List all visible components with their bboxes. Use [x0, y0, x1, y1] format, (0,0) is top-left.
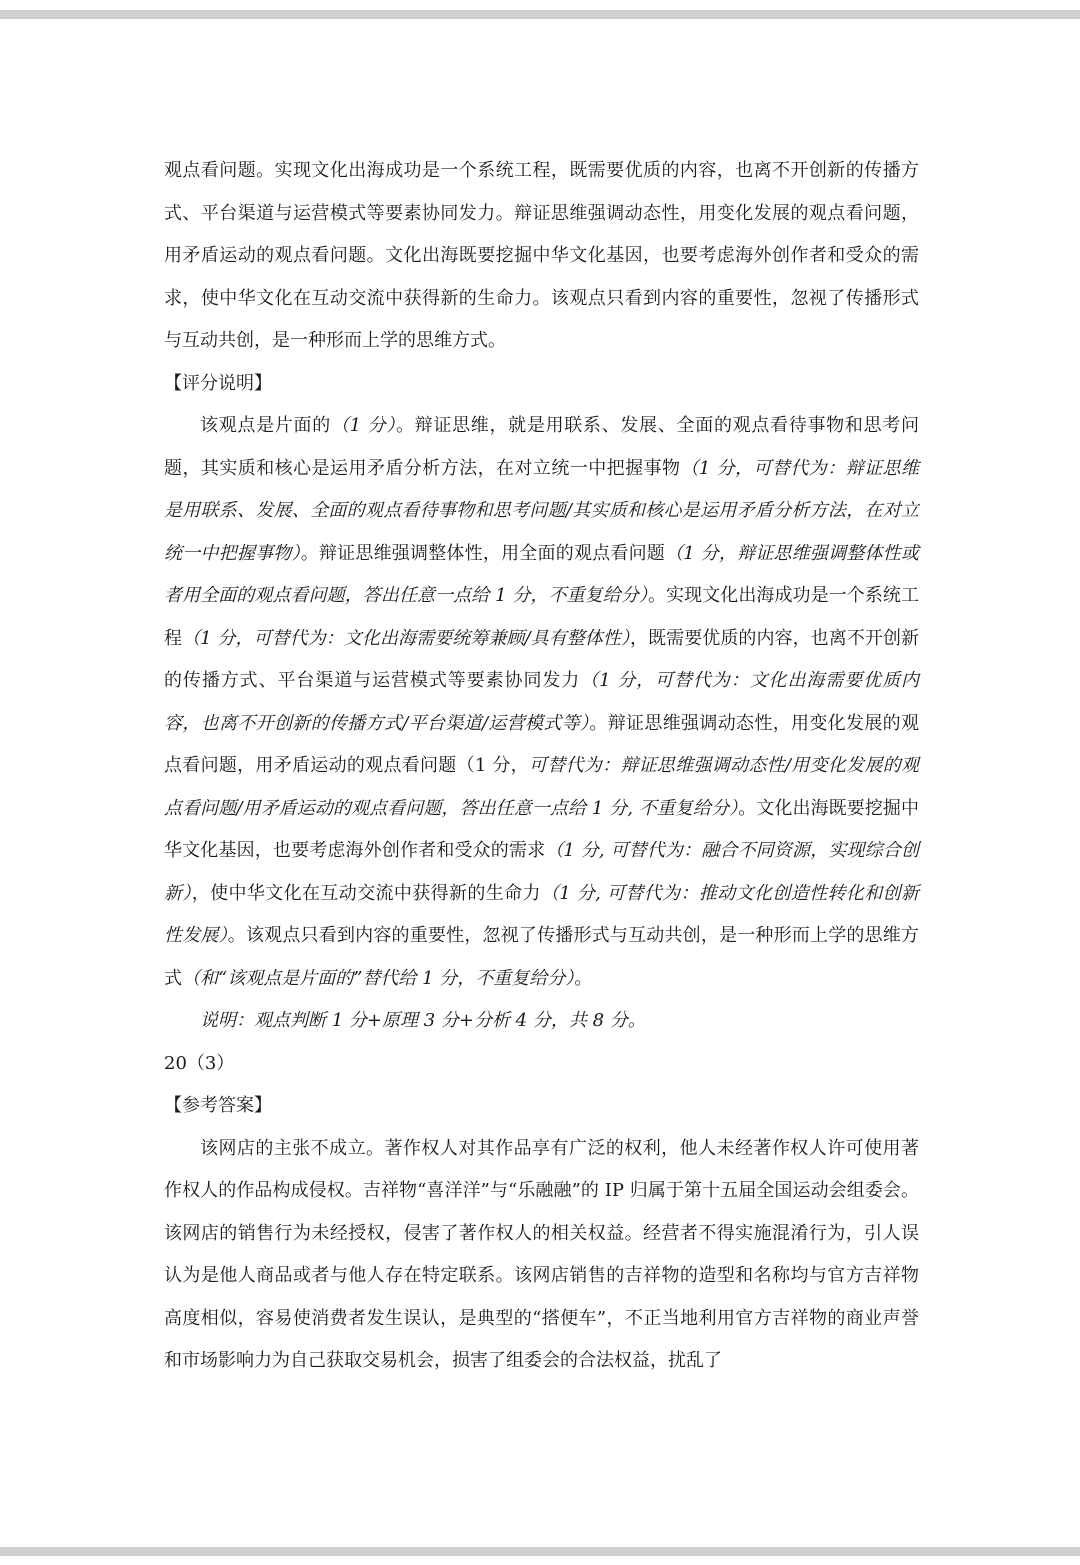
scoring-text: 该观点是片面的 — [200, 415, 331, 436]
scoring-text: 。辩证思维强调动态性，用变化发展的观点看问题，用矛盾运动的观点看问题 — [164, 712, 919, 776]
scoring-total-note — [164, 1000, 919, 1043]
scoring-text: 。 — [574, 967, 593, 989]
scoring-text: 。文化出海既要挖掘中华文化基因，也要考虑海外创作者和受众的需求 — [164, 797, 920, 861]
scoring-score-note: （1 分，辩证思维强调整体性或者用全面的观点看问题，答出任意一点给 1 分，不重复给分） — [164, 542, 919, 606]
continued-paragraph: 观点看问题。实现文化出海成功是一个系统工程，既需要优质的内容，也离不开创新的传播方式、平台渠道与运营模式等要素协同发力。辩证思维强调动态性，用变化发展的观点看问题，用矛盾运动的观点看问题。文化出海既要挖掘中华文化基因，也要考虑海外创作者和受众的需求，使中华文化在互动交流中获得新的生命力。该观点只看到内容的重要性，忽视了传播形式与互动共创，是一种形而上学的思维方式。 — [164, 160, 919, 351]
scoring-score-note: （1 分, 可替代为：推动文化创造性转化和创新性发展） — [164, 882, 919, 946]
scoring-text: ，使中华文化在互动交流中获得新的生命力 — [191, 882, 541, 904]
scoring-total-note-text: 说明：观点判断 1 分+原理 3 分+分析 4 分，共 8 分。 — [200, 1010, 646, 1031]
scoring-text: 。辩证思维强调整体性，用全面的观点看问题 — [300, 542, 666, 564]
scoring-paragraph — [164, 405, 919, 1000]
scoring-score-note: （1 分） — [330, 415, 396, 436]
question-number: 20（3） — [164, 1052, 235, 1074]
scoring-score-note: （1 分，可替代为：文化出海需要统筹兼顾/具有整体性） — [182, 627, 631, 649]
scoring-score-note: 可替代为：辩证思维强调动态性/用变化发展的观点看问题/用矛盾运动的观点看问题，答出任意一点给 1 分, 不重复给分） — [164, 755, 920, 819]
scoring-text: （1 分， — [456, 755, 529, 776]
scoring-text: 。辩证思维，就是用联系、发展、全面的观点看待事物和思考问题，其实质和核心是运用矛盾分析方法，在对立统一中把握事物 — [164, 415, 920, 479]
document-body — [164, 150, 919, 1383]
scoring-score-note: （1 分，可替代为：文化出海需要优质内容，也离不开创新的传播方式/平台渠道/运营模式等） — [164, 670, 919, 734]
scoring-heading: 【评分说明】 — [164, 372, 272, 394]
scoring-score-note: （和“该观点是片面的”替代给 1 分，不重复给分） — [182, 967, 575, 989]
scoring-score-note: （1 分, 可替代为：融合不同资源，实现综合创新） — [164, 840, 919, 904]
answer-paragraph: 该网店的主张不成立。著作权人对其作品享有广泛的权利，他人未经著作权人许可使用著作权人的作品构成侵权。吉祥物“喜洋洋”与“乐融融”的 IP 归属于第十五届全国运动会组委会。该网店的销售行为未经授权，侵害了著作权人的相关权益。经营者不得实施混淆行为，引人误认为是他人商品或者与他人存在特定联系。该网店销售的吉祥物的造型和名称均与官方吉祥物高度相似，容易使消费者发生误认，是典型的“搭便车”，不正当地利用官方吉祥物的商业声誉和市场影响力为自己获取交易机会，损害了组委会的合法权益，扰乱了 — [164, 1137, 919, 1371]
scoring-text: 。实现文化出海成功是一个系统工程 — [164, 585, 919, 649]
scoring-text: ，既需要优质的内容，也离不开创新的传播方式、平台渠道与运营模式等要素协同发力 — [164, 627, 920, 691]
top-page-divider — [0, 10, 1080, 19]
scoring-score-note: （1 分，可替代为：辩证思维是用联系、发展、全面的观点看待事物和思考问题/其实质和核心是运用矛盾分析方法，在对立统一中把握事物） — [164, 457, 919, 564]
scoring-text: 。该观点只看到内容的重要性，忽视了传播形式与互动共创，是一种形而上学的思维方式 — [164, 925, 919, 989]
bottom-page-divider — [0, 1547, 1080, 1556]
answer-heading: 【参考答案】 — [164, 1095, 272, 1116]
